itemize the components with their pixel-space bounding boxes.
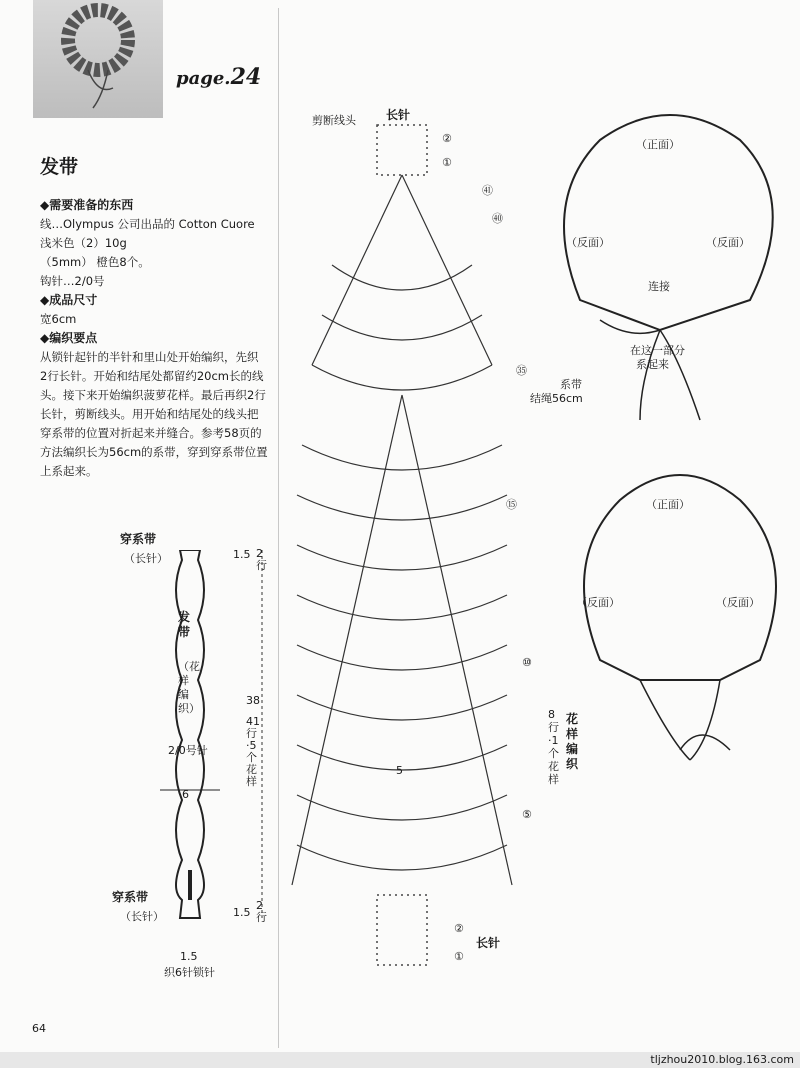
illus-tie: 系带 [560, 378, 582, 391]
wreath-photo [33, 0, 163, 118]
row-marker: ㉟ [516, 364, 527, 377]
row-marker: ⑩ [522, 656, 532, 669]
dim-top-value: 1.5 [233, 548, 251, 561]
schematic-top-sub: （长针） [124, 552, 168, 565]
dim-mid-rows: 41行·5个花样 [246, 715, 260, 788]
schematic-bottom-sub: （长针） [120, 910, 164, 923]
illus-back-left: （反面） [566, 236, 610, 249]
row-marker: ⑮ [506, 498, 517, 511]
row-marker: ⑤ [522, 808, 532, 821]
repeat-sub: 8行·1个花样 [548, 708, 559, 786]
dim-mid-value: 38 [246, 694, 260, 707]
chart-top-label: 长针 [386, 108, 411, 122]
points-line: 头。接下来开始编织菠萝花样。最后再织2行 [40, 388, 266, 402]
row-marker: ① [442, 156, 452, 169]
size-heading: ◆成品尺寸 [40, 293, 98, 307]
illus-back-left-2: （反面） [576, 596, 620, 609]
points-line: 2行长针。开始和结尾处都留约20cm长的线 [40, 369, 264, 383]
points-heading: ◆编织要点 [40, 331, 98, 345]
points-line: 长针，剪断线头。用开始和结尾处的线头把 [40, 407, 259, 421]
row-marker: ② [454, 922, 464, 935]
illus-front-2: （正面） [646, 498, 690, 511]
count-five: 5 [396, 764, 403, 777]
points-line: 方法编织长为56cm的系带，穿到穿系带位置 [40, 445, 268, 459]
points-line: 上系起来。 [40, 464, 98, 478]
row-marker: ② [442, 132, 452, 145]
materials-line: 钩针…2/0号 [40, 274, 105, 288]
footer-bar [0, 1052, 800, 1068]
illus-back-right-2: （反面） [716, 596, 760, 609]
row-marker: ㊶ [482, 184, 493, 197]
schematic-width: 6 [182, 788, 189, 801]
points-line: 从锁针起针的半针和里山处开始编织，先织 [40, 350, 259, 364]
dim-bot-rows: 2行 [256, 899, 267, 924]
illus-tie-length: 结绳56cm [530, 392, 583, 405]
illus-join: 连接 [648, 280, 670, 293]
crochet-chart [282, 115, 522, 975]
watermark: tljzhou2010.blog.163.com [650, 1053, 794, 1066]
illus-fold: 在这一部分 [630, 344, 685, 357]
materials-line: 线…Olympus 公司出品的 Cotton Cuore [40, 217, 255, 231]
illus-front: （正面） [636, 138, 680, 151]
page-number: 64 [32, 1022, 46, 1035]
materials-line: （5mm） 橙色8个。 [40, 255, 150, 269]
materials-block [40, 196, 276, 481]
dim-bot-value: 1.5 [233, 906, 251, 919]
column-divider [278, 8, 279, 1048]
schematic-pattern: （花样编织） [178, 660, 200, 715]
size-value: 宽6cm [40, 312, 77, 326]
repeat-label: 花样编织 [566, 712, 579, 771]
illus-back-right: （反面） [706, 236, 750, 249]
base-label: 织6针锁针 [164, 966, 215, 979]
schematic-bottom-label: 穿系带 [112, 890, 149, 904]
materials-line: 浅米色（2）10g [40, 236, 127, 250]
dim-top-rows: 2行 [256, 547, 267, 572]
materials-heading: ◆需要准备的东西 [40, 198, 134, 212]
points-line: 穿系带的位置对折起来并缝合。参考58页的 [40, 426, 262, 440]
base-width: 1.5 [180, 950, 198, 963]
schematic-name: 发带 [178, 610, 191, 639]
wreath-illustration [33, 0, 163, 118]
section-title: 发带 [40, 156, 79, 178]
schematic-top-label: 穿系带 [120, 532, 157, 546]
schematic-hook: 2/0号针 [168, 744, 208, 757]
row-marker: ㊵ [492, 212, 503, 225]
row-marker: ① [454, 950, 464, 963]
illus-fold2: 系起来 [636, 358, 669, 371]
page-title: page.24 [176, 64, 262, 90]
chart-cut-label: 剪断线头 [312, 114, 356, 127]
chart-bottom-label: 长针 [476, 936, 501, 950]
